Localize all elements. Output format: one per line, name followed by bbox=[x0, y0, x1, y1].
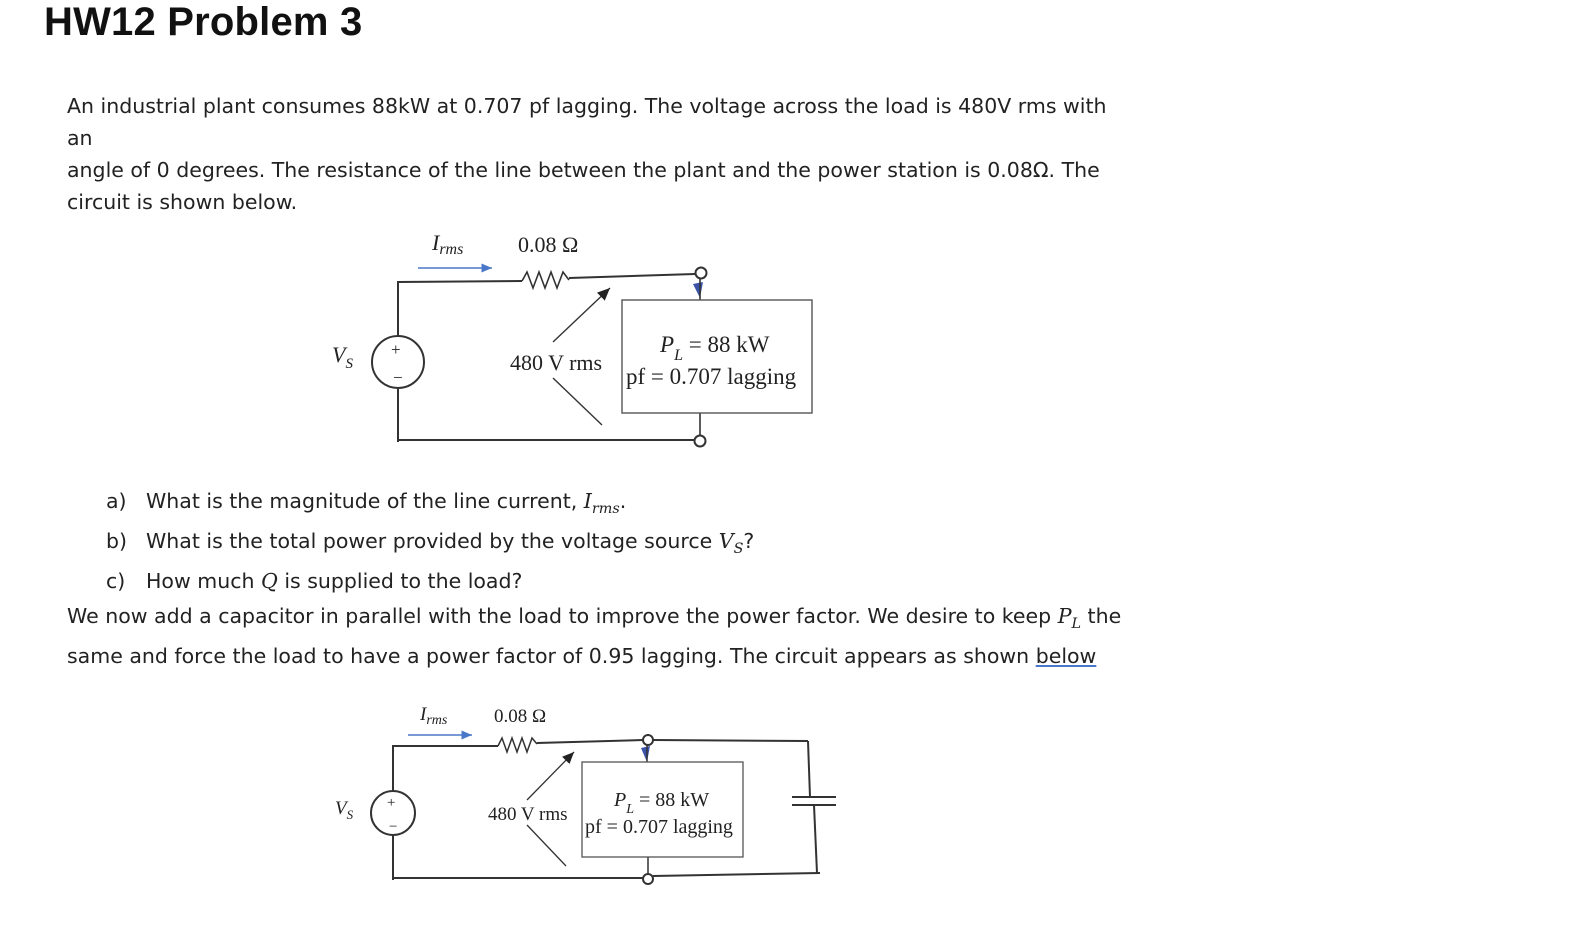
voltage-arrow-bottom-2 bbox=[527, 825, 566, 866]
resistor-symbol-2 bbox=[498, 738, 537, 752]
source-label-2: $V_S$ bbox=[335, 798, 354, 822]
wire-top-right-2 bbox=[653, 740, 808, 741]
source-minus-2: − bbox=[389, 819, 398, 835]
current-label: Irms bbox=[432, 230, 464, 258]
voltage-label-2: 480 V rms bbox=[488, 804, 568, 825]
question-c: c) How much Q is supplied to the load? bbox=[106, 569, 523, 594]
capacitor-line-1: We now add a capacitor in parallel with the load to improve the power factor. We desire to keep $P_L$ the bbox=[67, 604, 1122, 633]
terminal-top-2 bbox=[643, 735, 653, 745]
capacitor-wire-top bbox=[808, 741, 810, 797]
intro-line-3: circuit is shown below. bbox=[67, 190, 298, 214]
source-minus: − bbox=[393, 368, 403, 387]
wire-bottom-right-2 bbox=[653, 873, 820, 876]
question-a: a) What is the magnitude of the line current, $I_{rms}$. bbox=[106, 489, 627, 518]
voltage-label: 480 V rms bbox=[510, 350, 603, 375]
load-pf-2: pf = 0.707 lagging bbox=[585, 816, 733, 838]
resistor-label: 0.08 Ω bbox=[518, 232, 579, 257]
voltage-arrow-top-2 bbox=[527, 752, 574, 800]
probe-marker-2 bbox=[641, 746, 650, 762]
load-power-2: $P_L = 88$ kW bbox=[614, 789, 710, 817]
intro-line-1: An industrial plant consumes 88kW at 0.707 pf lagging. The voltage across the load is 480V rms with an bbox=[67, 94, 1107, 150]
question-b: b) What is the total power provided by the voltage source $V_S$? bbox=[106, 529, 755, 558]
load-pf: pf = 0.707 lagging bbox=[626, 364, 797, 389]
current-label-2: $I_{rms}$ bbox=[420, 704, 448, 728]
capacitor-line-2: same and force the load to have a power factor of 0.95 lagging. The circuit appears as shown below bbox=[67, 644, 1097, 669]
wire-top-mid-2 bbox=[537, 740, 643, 743]
page-title: HW12 Problem 3 bbox=[44, 0, 363, 44]
capacitor-wire-bottom bbox=[814, 805, 817, 873]
resistor-label-2: 0.08 Ω bbox=[494, 706, 547, 727]
below-link[interactable]: below bbox=[1035, 644, 1097, 669]
source-plus: + bbox=[391, 340, 401, 359]
load-power: $P_L = 88$ kW bbox=[660, 332, 770, 364]
source-plus-2: + bbox=[387, 795, 396, 811]
intro-line-2: angle of 0 degrees. The resistance of the line between the plant and the power station is 0.08Ω. The bbox=[67, 158, 1100, 182]
terminal-bottom-2 bbox=[643, 874, 653, 884]
source-label: $V_S$ bbox=[332, 342, 353, 372]
